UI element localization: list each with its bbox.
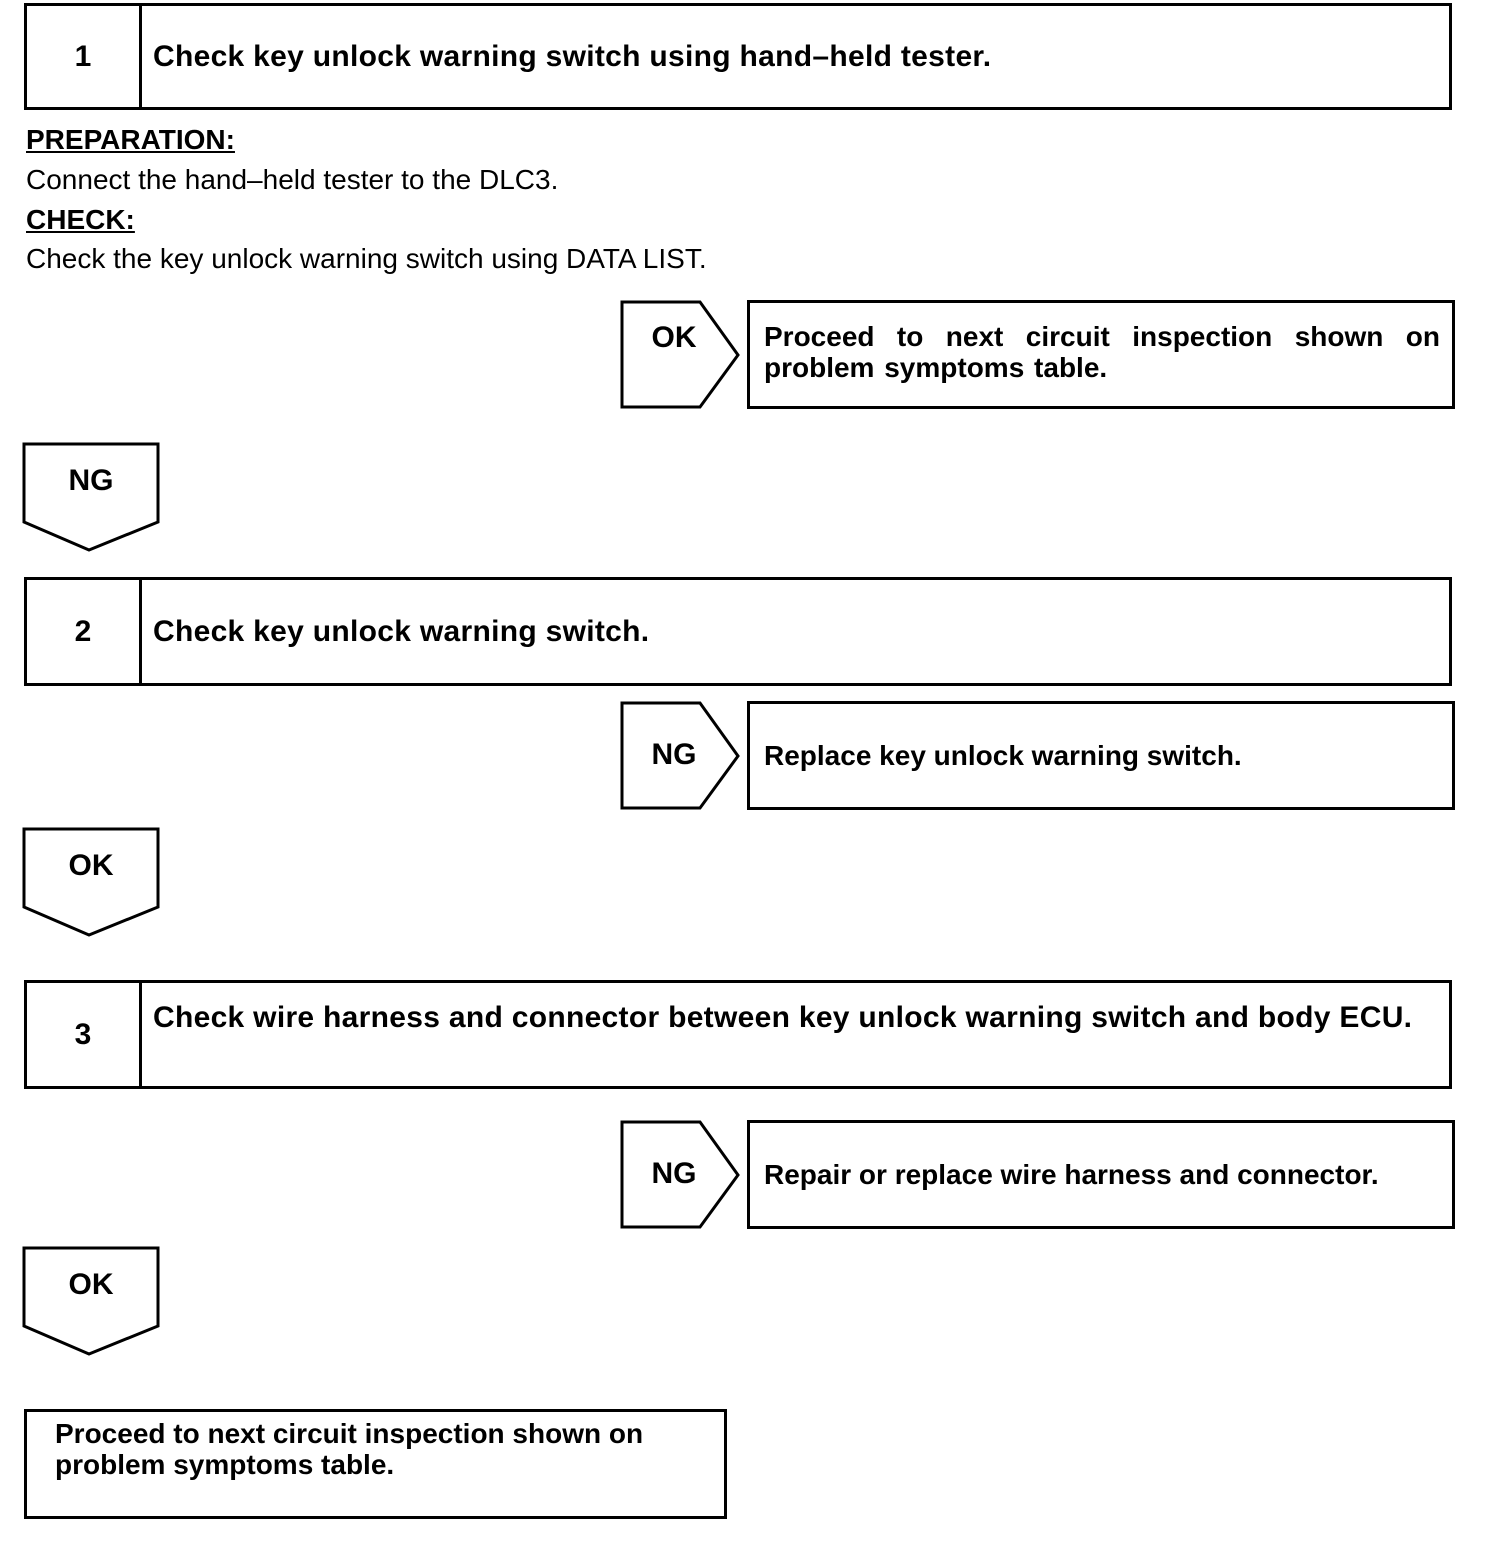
branch-action-text: Replace key unlock warning switch.: [764, 740, 1242, 771]
step-number: 1: [27, 6, 142, 107]
preparation-text: Connect the hand–held tester to the DLC3.: [26, 164, 559, 195]
down-arrow-shape: [22, 442, 162, 554]
step-title: Check wire harness and connector between key unlock warning switch and body ECU.: [153, 1001, 1413, 1034]
ok-down-arrow: [22, 1246, 162, 1358]
ng-right-arrow: [620, 1120, 742, 1228]
branch-result-label: NG: [651, 738, 697, 771]
down-arrow-shape: [22, 1246, 162, 1358]
check-heading: CHECK:: [26, 204, 135, 235]
branch-result-label: OK: [651, 321, 697, 354]
flow-result-label: NG: [68, 464, 114, 497]
step-1-box: [24, 3, 1452, 110]
check-text: Check the key unlock warning switch using DATA LIST.: [26, 243, 707, 274]
ok-right-arrow: [620, 300, 742, 408]
flow-result-label: OK: [68, 849, 114, 882]
branch-action-text: Proceed to next circuit inspection shown on problem symptoms table.: [764, 321, 1440, 383]
branch-action-box: [747, 701, 1455, 810]
step-title: Check key unlock warning switch using hand–held tester.: [153, 39, 992, 73]
branch-result-label: NG: [651, 1157, 697, 1190]
ng-down-arrow: [22, 442, 162, 554]
branch-action-text: Repair or replace wire harness and connector.: [764, 1159, 1379, 1190]
final-action-box: [24, 1409, 727, 1519]
preparation-heading: PREPARATION:: [26, 124, 235, 155]
branch-action-box: [747, 300, 1455, 409]
ok-down-arrow: [22, 827, 162, 939]
flow-result-label: OK: [68, 1268, 114, 1301]
final-action-text: Proceed to next circuit inspection shown on problem symptoms table.: [55, 1418, 644, 1480]
step-3-box: [24, 980, 1452, 1089]
step-2-box: [24, 577, 1452, 686]
step-title: Check key unlock warning switch.: [153, 614, 650, 648]
down-arrow-shape: [22, 827, 162, 939]
ng-right-arrow: [620, 701, 742, 809]
branch-action-box: [747, 1120, 1455, 1229]
step-number: 2: [27, 580, 142, 683]
step-number: 3: [27, 983, 142, 1086]
